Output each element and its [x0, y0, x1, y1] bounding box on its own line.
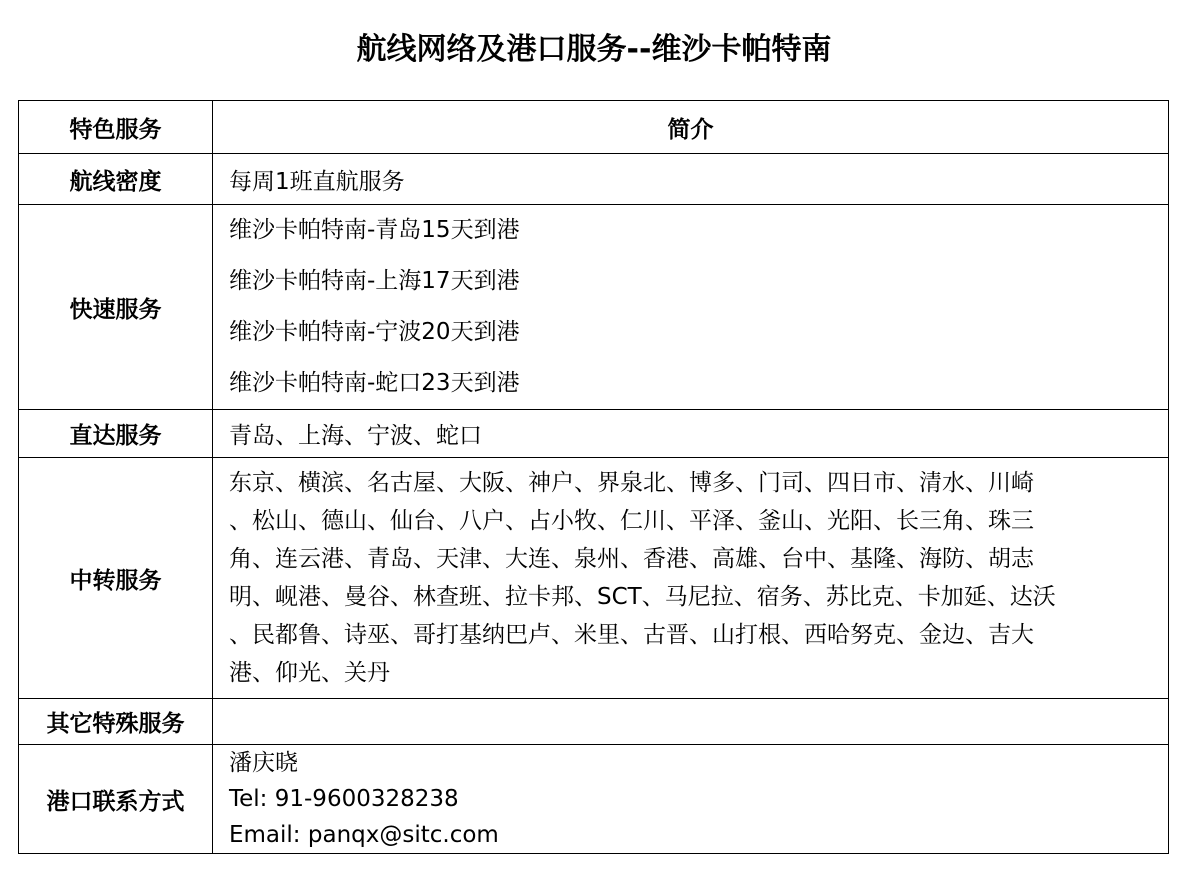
row-label-transit-service: 中转服务: [19, 458, 213, 699]
express-line-shekou: 维沙卡帕特南-蛇口23天到港: [229, 370, 520, 396]
row-label-port-contact: 港口联系方式: [19, 745, 213, 854]
contact-name: 潘庆晓: [229, 750, 298, 776]
express-line-ningbo: 维沙卡帕特南-宁波20天到港: [229, 319, 520, 345]
direct-ports-text: 青岛、上海、宁波、蛇口: [229, 423, 482, 449]
contact-phone: Tel: 91-9600328238: [229, 786, 459, 812]
row-content-port-contact: [213, 745, 1169, 854]
transit-line-4: 明、岘港、曼谷、林查班、拉卡邦、SCT、马尼拉、宿务、苏比克、卡加延、达沃: [229, 584, 1056, 610]
table-row-direct-service: [19, 410, 1169, 458]
transit-line-5: 、民都鲁、诗巫、哥打基纳巴卢、米里、古晋、山打根、西哈努克、金边、吉大: [229, 622, 1034, 648]
table-row-other-special-service: [19, 699, 1169, 745]
row-content-direct-service: [213, 410, 1169, 458]
row-content-other-special-service: [213, 699, 1169, 745]
service-table: [18, 100, 1169, 854]
header-feature: 特色服务: [19, 101, 213, 154]
row-label-route-density: 航线密度: [19, 154, 213, 205]
table-row-transit-service: [19, 458, 1169, 699]
page-title: 航线网络及港口服务--维沙卡帕特南: [356, 32, 832, 67]
transit-line-1: 东京、横滨、名古屋、大阪、神户、界泉北、博多、门司、四日市、清水、川崎: [229, 470, 1034, 496]
route-density-text: 每周1班直航服务: [229, 168, 405, 195]
row-label-express-service: 快速服务: [19, 205, 213, 410]
express-line-shanghai: 维沙卡帕特南-上海17天到港: [229, 268, 520, 294]
row-label-direct-service: 直达服务: [19, 410, 213, 458]
contact-email: Email: panqx@sitc.com: [229, 822, 499, 848]
row-content-express-service: [213, 205, 1169, 410]
table-header-row: [19, 101, 1169, 154]
table-row-port-contact: [19, 745, 1169, 854]
transit-line-6: 港、仰光、关丹: [229, 660, 390, 686]
row-content-route-density: [213, 154, 1169, 205]
row-label-other-special-service: 其它特殊服务: [19, 699, 213, 745]
transit-line-3: 角、连云港、青岛、天津、大连、泉州、香港、高雄、台中、基隆、海防、胡志: [229, 546, 1034, 572]
table-row-express-service: [19, 205, 1169, 410]
express-line-qingdao: 维沙卡帕特南-青岛15天到港: [229, 217, 520, 243]
table-row-route-density: [19, 154, 1169, 205]
transit-line-2: 、松山、德山、仙台、八户、占小牧、仁川、平泽、釜山、光阳、长三角、珠三: [229, 508, 1034, 534]
row-content-transit-service: [213, 458, 1169, 699]
header-description: 简介: [213, 101, 1169, 154]
